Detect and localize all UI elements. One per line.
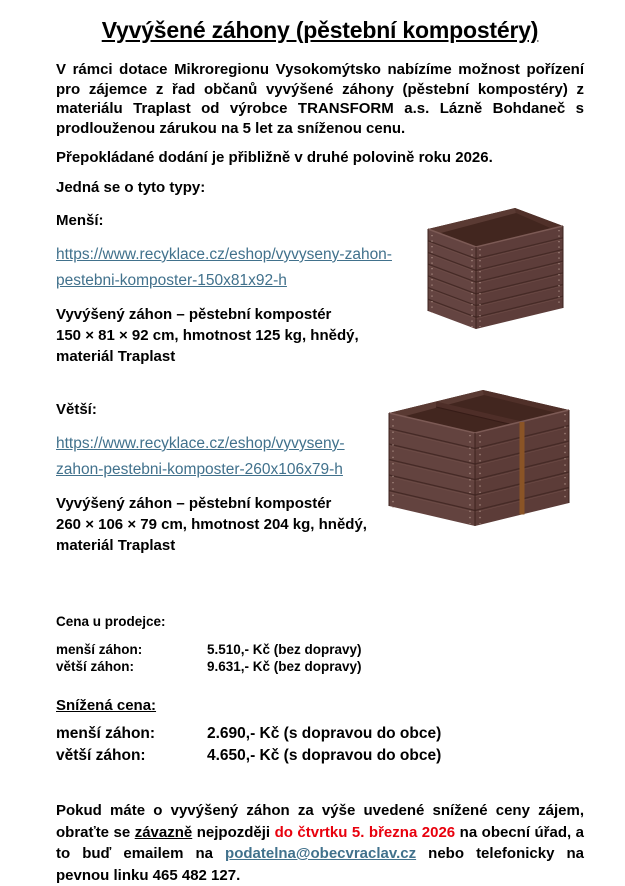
reduced-price-heading: Snížená cena: <box>56 697 157 714</box>
product-link-larger[interactable] <box>56 431 406 483</box>
price-label: větší záhon: <box>56 659 135 674</box>
product-description-larger-line3: materiál Traplast <box>56 537 176 554</box>
reduced-price-row-smaller <box>56 723 584 745</box>
intro-paragraph: V rámci dotace Mikroregionu Vysokomýtsko nabízíme možnost pořízení pro zájemce z řad občanů vyvýšené záhony (pěstební kompostéry) z materiálu Traplast od výrobce TRANSFORM a.s. Lázně Bohdaneč s prodlouženou zárukou na 5 let za sníženou cenu. <box>56 61 584 137</box>
price-label: menší záhon: <box>56 642 143 657</box>
price-label: menší záhon: <box>56 725 156 742</box>
price-value: 4.650,- Kč (s dopravou do obce) <box>207 747 442 764</box>
product-link-larger-line2: zahon-pestebni-komposter-260x106x79-h <box>56 461 343 478</box>
deadline-text: do čtvrtku 5. března 2026 <box>274 823 456 841</box>
binding-word-underlined: závazně <box>134 823 193 841</box>
price-value: 2.690,- Kč (s dopravou do obce) <box>207 725 442 742</box>
product-description-smaller-line3: materiál Traplast <box>56 348 176 365</box>
reduced-price-row-larger <box>56 745 584 767</box>
product-description-smaller-line1: Vyvýšený záhon – pěstební kompostér <box>56 306 332 323</box>
types-label: Jedná se o tyto typy: <box>56 179 206 196</box>
page-title: Vyvýšené záhony (pěstební kompostéry) <box>101 17 539 43</box>
price-label: větší záhon: <box>56 747 146 764</box>
closing-text-4: nebo telefonicky na pevnou linku 465 482 127. <box>56 845 584 884</box>
smaller-composter-image <box>420 205 570 340</box>
delivery-paragraph: Přepokládané dodání je přibližně v druhé polovině roku 2026. <box>56 149 493 166</box>
product-description-larger <box>56 493 406 556</box>
price-value: 5.510,- Kč (bez dopravy) <box>207 642 362 657</box>
dealer-price-table <box>56 641 584 675</box>
product-description-smaller <box>56 304 406 367</box>
product-description-larger-line2: 260 × 106 × 79 cm, hmotnost 204 kg, hnědý, <box>56 516 367 533</box>
product-link-larger-line1: https://www.recyklace.cz/eshop/vyvyseny- <box>56 435 345 452</box>
dealer-price-row-smaller <box>56 641 584 658</box>
product-link-smaller-line1: https://www.recyklace.cz/eshop/vyvyseny-zahon- <box>56 246 392 263</box>
reduced-price-table <box>56 723 584 767</box>
closing-text-2: nejpozději <box>192 823 275 841</box>
dealer-price-row-larger <box>56 658 584 675</box>
closing-paragraph <box>56 800 584 886</box>
larger-composter-image <box>383 384 575 539</box>
product-label-smaller: Menší: <box>56 212 104 229</box>
price-value: 9.631,- Kč (bez dopravy) <box>207 659 362 674</box>
email-link[interactable]: podatelna@obecvraclav.cz <box>225 845 417 862</box>
product-label-larger: Větší: <box>56 401 97 418</box>
product-description-larger-line1: Vyvýšený záhon – pěstební kompostér <box>56 495 332 512</box>
product-link-smaller[interactable] <box>56 242 406 294</box>
product-description-smaller-line2: 150 × 81 × 92 cm, hmotnost 125 kg, hnědý, <box>56 327 359 344</box>
product-link-smaller-line2: pestebni-komposter-150x81x92-h <box>56 272 287 289</box>
closing-text-3: na obecní úřad, a to buď emailem na <box>56 823 584 862</box>
closing-text-1: Pokud máte o vyvýšený záhon za výše uvedené snížené ceny zájem, obraťte se <box>56 802 584 841</box>
dealer-price-heading: Cena u prodejce: <box>56 614 166 629</box>
